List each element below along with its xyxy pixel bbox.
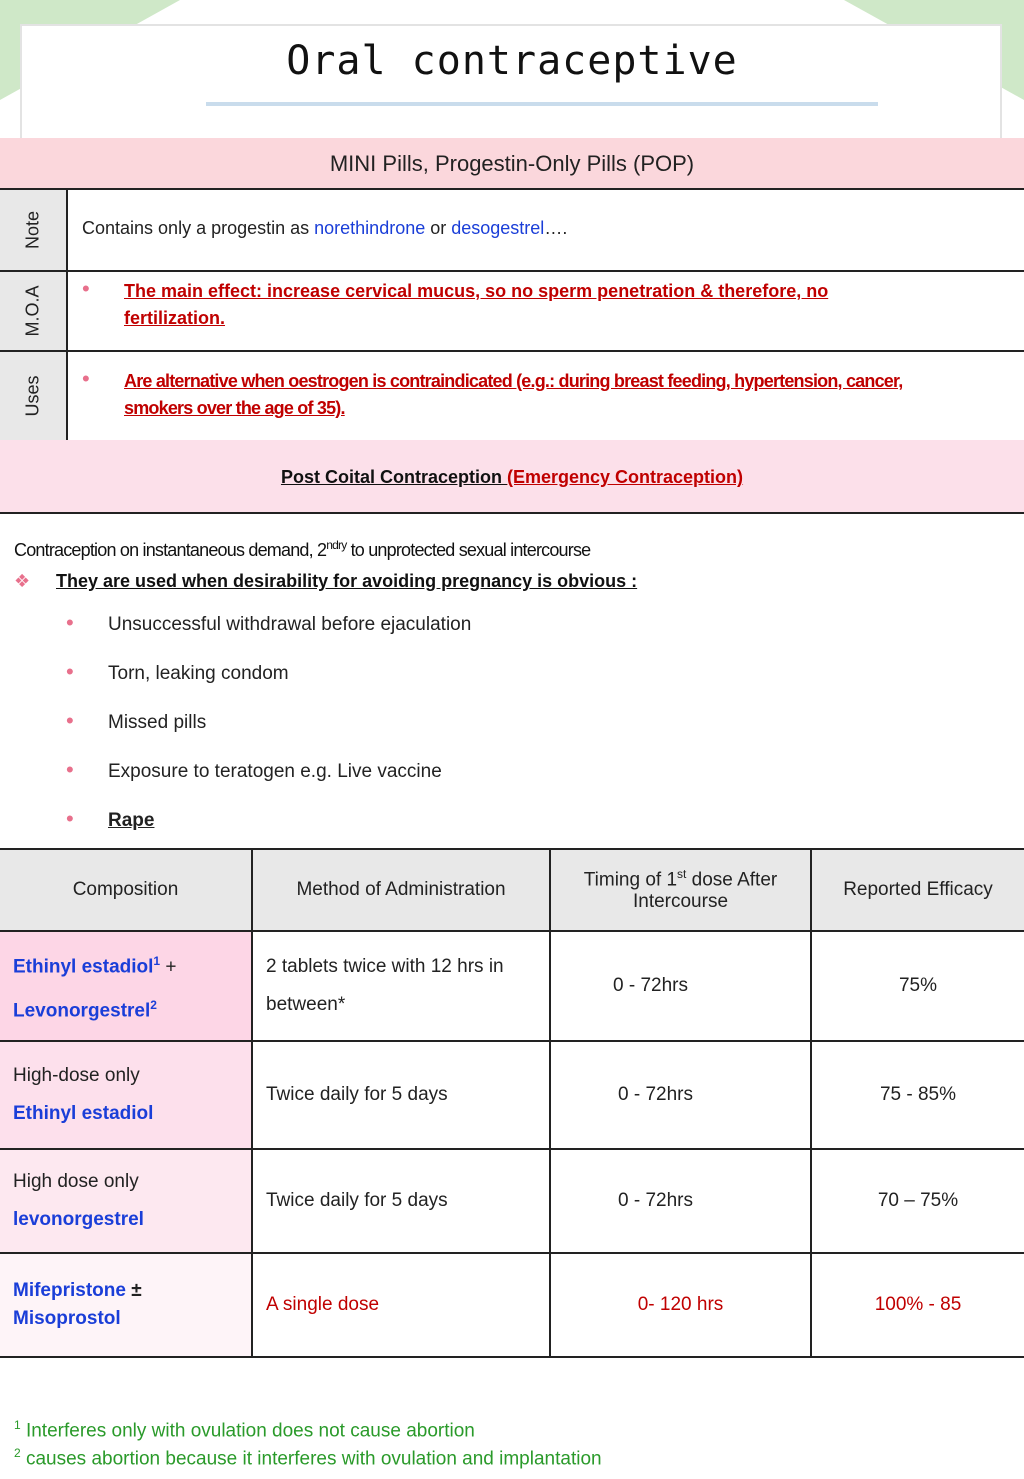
title-underline (206, 102, 878, 106)
method-text: between* (266, 994, 346, 1015)
drug-name: Misoprostol (13, 1308, 121, 1329)
bullet-icon: • (66, 757, 74, 782)
cell-method: A single dose (252, 1253, 550, 1357)
table-header-row (0, 849, 1024, 931)
cell-efficacy: 100% - 85 (811, 1253, 1024, 1357)
intro-part: to unprotected sexual intercourse (346, 540, 591, 560)
note-drug-norethindrone: norethindrone (314, 218, 426, 238)
cell-efficacy: 75 - 85% (811, 1041, 1024, 1149)
footnote-mark: 1 (14, 1418, 21, 1432)
pop-heading: MINI Pills, Progestin-Only Pills (POP) (0, 138, 1024, 190)
drug-name: Ethinyl estadiol (13, 1103, 154, 1124)
uses-line-2: smokers over the age of 35). (124, 398, 345, 418)
cell-timing: 0- 120 hrs (550, 1253, 811, 1357)
header-composition: Composition (0, 849, 252, 931)
header-timing-part: dose After (686, 869, 778, 891)
note-drug-desogestrel: desogestrel (451, 218, 545, 238)
emergency-contraception-table (0, 848, 1024, 1358)
note-side-label (0, 190, 68, 270)
footnote-mark: 1 (153, 953, 161, 968)
comp-operator: ± (125, 1280, 142, 1301)
drug-name: Ethinyl estadiol (13, 956, 154, 977)
cell-efficacy: 70 – 75% (811, 1149, 1024, 1253)
post-coital-heading (0, 440, 1024, 514)
drug-name: Levonorgestrel (13, 1000, 151, 1022)
bullet-icon: • (82, 366, 90, 391)
uses-row (0, 352, 1024, 442)
moa-line-2: fertilization. (124, 308, 226, 328)
cell-composition (0, 1253, 252, 1357)
footnote-1 (14, 1418, 475, 1442)
footnote-mark: 2 (150, 998, 157, 1012)
header-timing-part: Intercourse (632, 891, 729, 913)
page-title: Oral contraceptive (286, 38, 738, 84)
emergency-subtitle: (Emergency Contraception) (506, 467, 744, 487)
cell-method: Twice daily for 5 days (252, 1041, 550, 1149)
cell-timing: 0 - 72hrs (550, 1149, 811, 1253)
used-when-heading: They are used when desirability for avoiding pregnancy is obvious : (56, 571, 638, 591)
list-item: Missed pills (108, 712, 207, 733)
uses-label: Uses (22, 375, 43, 417)
footnote-text: Interferes only with ovulation does not cause abortion (20, 1420, 475, 1442)
note-text (82, 218, 567, 239)
bullet-icon: • (66, 610, 74, 635)
cell-timing: 0 - 72hrs (550, 931, 811, 1041)
cell-timing: 0 - 72hrs (550, 1041, 811, 1149)
note-row (0, 190, 1024, 272)
cell-method (252, 931, 550, 1041)
header-timing-sup: st (677, 866, 687, 881)
list-item: Rape (108, 810, 155, 831)
bullet-icon: • (66, 806, 74, 831)
bullet-icon: • (66, 659, 74, 684)
note-label: Note (22, 210, 43, 250)
footnote-mark: 2 (14, 1446, 21, 1460)
cell-composition (0, 931, 252, 1041)
moa-row (0, 272, 1024, 352)
cell-method: Twice daily for 5 days (252, 1149, 550, 1253)
header-method: Method of Administration (252, 849, 550, 931)
intro-part: Contraception on instantaneous demand, 2 (14, 540, 327, 560)
table-row (0, 1253, 1024, 1357)
post-coital-title: Post Coital Contraception (280, 467, 507, 487)
bullet-icon: • (82, 276, 90, 301)
list-item: Unsuccessful withdrawal before ejaculation (108, 614, 472, 635)
comp-text: High dose only (13, 1171, 139, 1192)
header-timing (550, 849, 811, 931)
list-item: Torn, leaking condom (108, 663, 289, 684)
method-text: 2 tablets twice with 12 hrs in (266, 956, 504, 977)
table-row (0, 1149, 1024, 1253)
note-text-part: Contains only a progestin as (82, 218, 315, 238)
diamond-bullet-icon: ❖ (14, 571, 31, 591)
moa-line-1: The main effect: increase cervical mucus, so no sperm penetration & therefore, no (124, 281, 829, 301)
uses-side-label (0, 352, 68, 440)
note-text-part: …. (544, 218, 568, 238)
header-timing-part: Timing of 1 (583, 869, 678, 891)
bullet-icon: • (66, 708, 74, 733)
comp-text: High-dose only (13, 1065, 140, 1086)
cell-composition (0, 1041, 252, 1149)
intro-sup: ndry (326, 538, 347, 552)
table-row (0, 1041, 1024, 1149)
footnote-text: causes abortion because it interferes with ovulation and implantation (20, 1448, 602, 1470)
drug-name: Mifepristone (13, 1280, 126, 1301)
table-row (0, 931, 1024, 1041)
drug-name: levonorgestrel (13, 1209, 144, 1230)
note-text-part: or (425, 218, 452, 238)
footnote-2 (14, 1446, 602, 1470)
moa-label: M.O.A (22, 285, 43, 337)
list-item: Exposure to teratogen e.g. Live vaccine (108, 761, 442, 782)
uses-line-1: Are alternative when oestrogen is contraindicated (e.g.: during breast feeding, hypertension, cancer, (124, 371, 903, 391)
moa-side-label (0, 272, 68, 350)
comp-operator: + (160, 956, 177, 977)
intro-text (14, 538, 590, 561)
cell-composition (0, 1149, 252, 1253)
header-efficacy: Reported Efficacy (811, 849, 1024, 931)
cell-efficacy: 75% (811, 931, 1024, 1041)
